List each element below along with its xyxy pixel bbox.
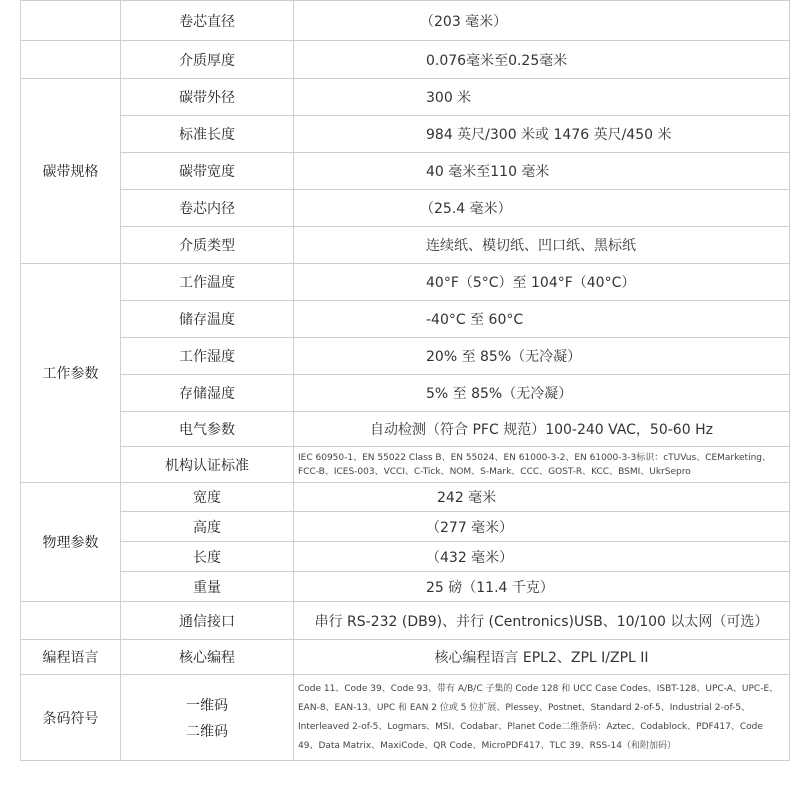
spec-name: 重量 [121,572,294,602]
spec-value: 串行 RS-232 (DB9)、并行 (Centronics)USB、10/100 以太网（可选） [294,602,790,640]
spec-name: 核心编程 [121,640,294,675]
category-cell-blank [21,602,121,640]
spec-value: 连续纸、模切纸、凹口纸、黑标纸 [294,227,790,264]
spec-value: 242 毫米 [294,483,790,512]
spec-name: 标准长度 [121,116,294,153]
category-cell-blank [21,41,121,79]
spec-value: （25.4 毫米） [294,190,790,227]
spec-value: （203 毫米） [294,1,790,41]
spec-value: 0.076毫米至0.25毫米 [294,41,790,79]
spec-name: 工作湿度 [121,338,294,375]
spec-name: 卷芯直径 [121,1,294,41]
spec-value: 20% 至 85%（无冷凝） [294,338,790,375]
spec-name: 介质类型 [121,227,294,264]
spec-value: （277 毫米） [294,512,790,542]
spec-name: 宽度 [121,483,294,512]
spec-value: 25 磅（11.4 千克） [294,572,790,602]
spec-name: 储存温度 [121,301,294,338]
spec-name: 机构认证标准 [121,447,294,483]
spec-name: 长度 [121,542,294,572]
spec-value: 984 英尺/300 米或 1476 英尺/450 米 [294,116,790,153]
spec-name [121,675,294,761]
spec-value: Code 11、Code 39、Code 93、带有 A/B/C 子集的 Code 128 和 UCC Case Codes、ISBT-128、UPC-A、UPC-E、EAN-8、EAN-13、UPC 和 EAN 2 位或 5 位扩展、Plessey、Postnet、Standard 2-of-5、Industrial 2-of-5、Interleaved 2-of-5、Logmars、MSI、Codabar、Planet Code二维条码：Aztec、Codablock、PDF417、Code 49、Data Matrix、MaxiCode、QR Code、MicroPDF417、TLC 39、RSS-14（和附加码） [294,675,790,761]
spec-name: 通信接口 [121,602,294,640]
spec-value: （432 毫米） [294,542,790,572]
spec-table [20,0,790,761]
spec-value: 300 米 [294,79,790,116]
spec-value: 40 毫米至110 毫米 [294,153,790,190]
spec-name: 电气参数 [121,412,294,447]
spec-name: 存储湿度 [121,375,294,412]
barcode-2d-label: 二维码 [186,723,228,740]
spec-name: 高度 [121,512,294,542]
spec-value: IEC 60950-1、EN 55022 Class B、EN 55024、EN 61000-3-2、EN 61000-3-3标识：cTUVus、CEMarketing、FCC-B、ICES-003、VCCI、C-Tick、NOM、S-Mark、CCC、GOST-R、KCC、BSMI、UkrSepro [294,447,790,483]
category-cell-blank [21,1,121,41]
category-operating: 工作参数 [21,264,121,483]
category-ribbon: 碳带规格 [21,79,121,264]
category-programming: 编程语言 [21,640,121,675]
category-barcode: 条码符号 [21,675,121,761]
spec-name: 介质厚度 [121,41,294,79]
spec-value: 5% 至 85%（无冷凝） [294,375,790,412]
spec-name: 碳带宽度 [121,153,294,190]
spec-value: 核心编程语言 EPL2、ZPL I/ZPL II [294,640,790,675]
barcode-1d-label: 一维码 [186,697,228,714]
category-physical: 物理参数 [21,483,121,602]
spec-value: -40°C 至 60°C [294,301,790,338]
spec-name: 卷芯内径 [121,190,294,227]
spec-value: 40°F（5°C）至 104°F（40°C） [294,264,790,301]
spec-name: 碳带外径 [121,79,294,116]
spec-name: 工作温度 [121,264,294,301]
spec-value: 自动检测（符合 PFC 规范）100-240 VAC，50-60 Hz [294,412,790,447]
